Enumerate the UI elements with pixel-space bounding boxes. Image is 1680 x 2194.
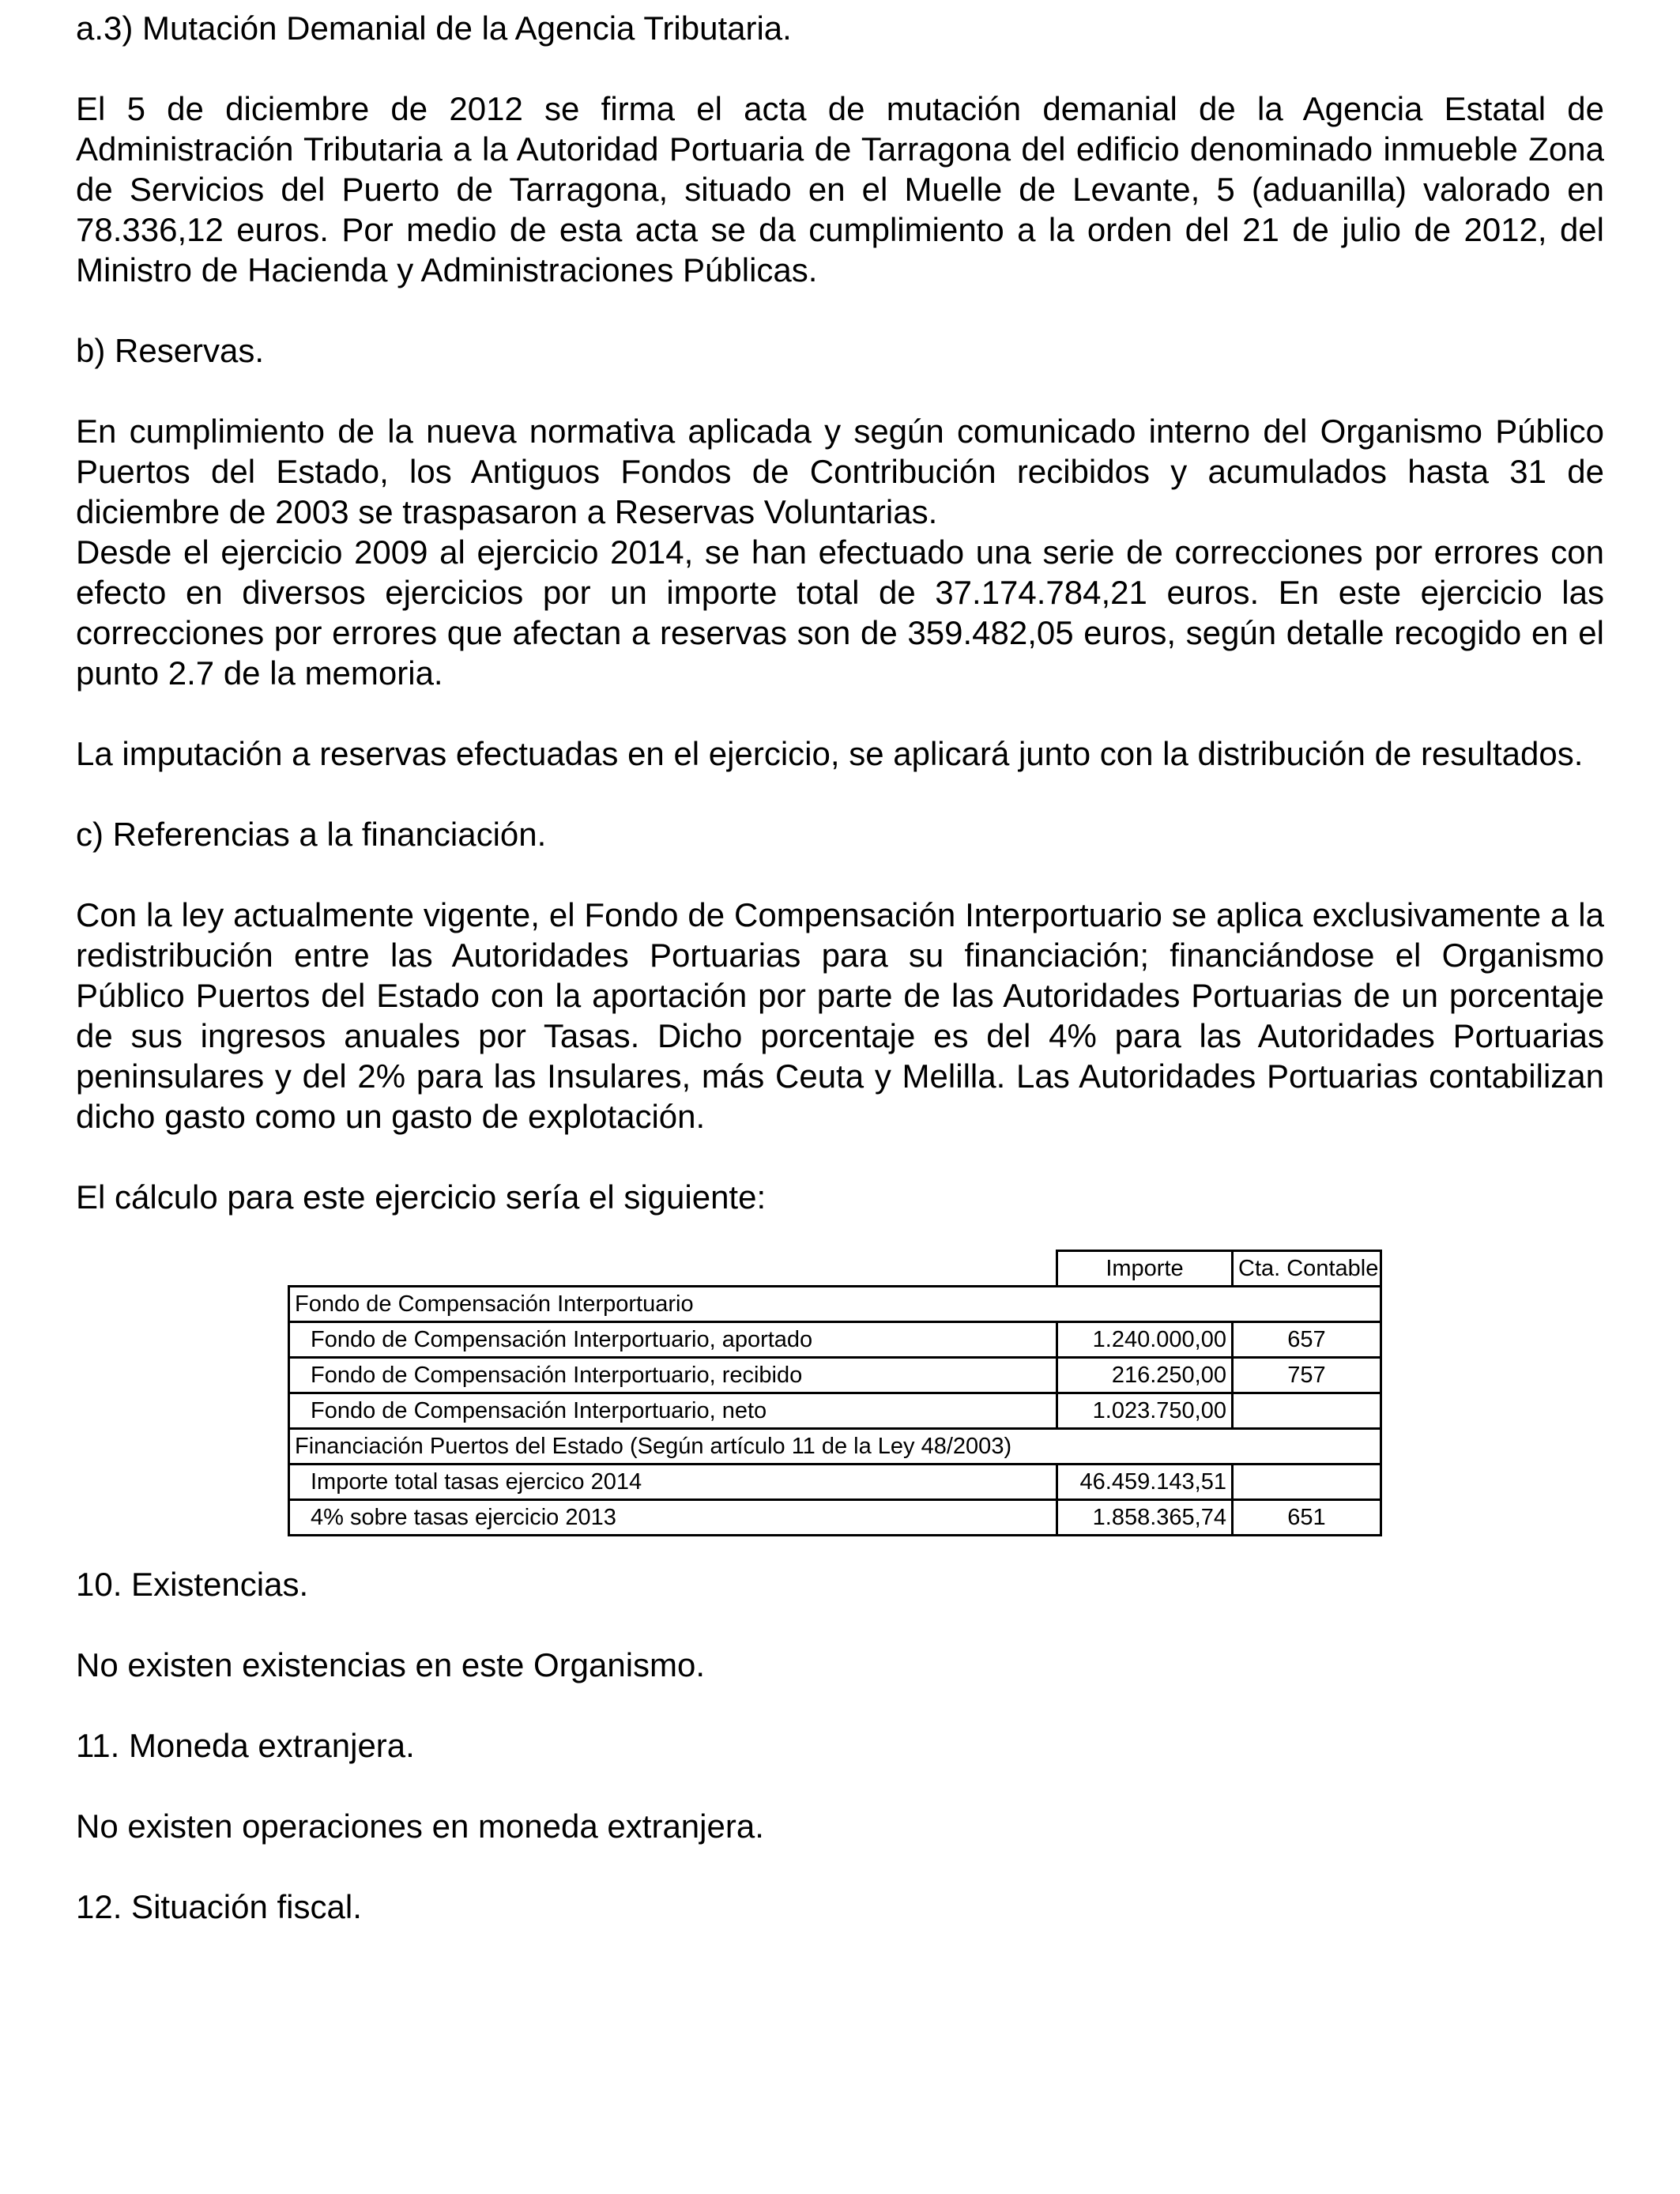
document-page-lower [76,1564,1604,1927]
section-10-paragraph: No existen existencias en este Organismo. [76,1646,706,1683]
section-c-paragraph-2: El cálculo para este ejercicio sería el siguiente: [76,1178,767,1216]
section-b-paragraph-2: Desde el ejercicio 2009 al ejercicio 2014, se han efectuado una serie de correcciones por errores con efecto en diversos ejercicios por un importe total de 37.174.784,21 euros. En este ejercicio las correcciones por errores que afectan a reservas son de 359.482,05 euros, según detalle recogido en el punto 2.7 de la memoria. [76,533,1604,692]
section-12-title: 12. Situación fiscal. [76,1888,362,1925]
section-11-paragraph: No existen operaciones en moneda extranjera. [76,1808,764,1845]
table-cell-label: 4% sobre tasas ejercicio 2013 [289,1500,1057,1536]
section-c-paragraph-1: Con la ley actualmente vigente, el Fondo de Compensación Interportuario se aplica exclusivamente a la redistribución entre las Autoridades Portuarias para su financiación; financiándose el Organismo Público Puertos del Estado con la aportación por parte de las Autoridades Portuarias de un porcentaje de sus ingresos anuales por Tasas. Dicho porcentaje es del 4% para las Autoridades Portuarias peninsulares y del 2% para las Insulares, más Ceuta y Melilla. Las Autoridades Portuarias contabilizan dicho gasto como un gasto de explotación. [76,896,1604,1135]
table-cell-label: Fondo de Compensación Interportuario, recibido [289,1358,1057,1393]
table-header-importe: Importe [1057,1251,1233,1287]
section-b-paragraph-1: En cumplimiento de la nueva normativa aplicada y según comunicado interno del Organismo Público Puertos del Estado, los Antiguos Fondos de Contribución recibidos y acumulados hasta 31 de diciembre de 2003 se traspasaron a Reservas Voluntarias. [76,413,1604,530]
table-group-row [289,1429,1381,1465]
table-cell-label: Fondo de Compensación Interportuario, aportado [289,1322,1057,1358]
table-row [289,1465,1381,1500]
table-cell-label: Importe total tasas ejercico 2014 [289,1465,1057,1500]
table-cell-importe: 216.250,00 [1057,1358,1233,1393]
table-cell-cta [1233,1393,1381,1429]
calculation-table-wrap [288,1250,1380,1536]
table-cell-importe: 46.459.143,51 [1057,1465,1233,1500]
table-header-row [289,1251,1381,1287]
table-cell-cta: 651 [1233,1500,1381,1536]
table-row [289,1322,1381,1358]
table-cell-importe: 1.240.000,00 [1057,1322,1233,1358]
calculation-table [288,1250,1382,1536]
table-group-title-1: Fondo de Compensación Interportuario [289,1287,1381,1322]
table-cell-cta: 757 [1233,1358,1381,1393]
table-cell-importe: 1.023.750,00 [1057,1393,1233,1429]
section-c-title: c) Referencias a la financiación. [76,816,547,853]
table-cell-importe: 1.858.365,74 [1057,1500,1233,1536]
document-page [76,8,1604,1217]
table-row [289,1358,1381,1393]
table-header-cta: Cta. Contable [1233,1251,1381,1287]
section-10-title: 10. Existencias. [76,1566,309,1603]
section-11-title: 11. Moneda extranjera. [76,1727,415,1764]
table-row [289,1500,1381,1536]
section-b-paragraph-3: La imputación a reservas efectuadas en el ejercicio, se aplicará junto con la distribución de resultados. [76,735,1584,772]
table-header-empty [289,1251,1057,1287]
section-b-title: b) Reservas. [76,332,265,369]
table-group-row [289,1287,1381,1322]
table-cell-label: Fondo de Compensación Interportuario, neto [289,1393,1057,1429]
table-row [289,1393,1381,1429]
table-cell-cta [1233,1465,1381,1500]
table-cell-cta: 657 [1233,1322,1381,1358]
section-a3-paragraph: El 5 de diciembre de 2012 se firma el acta de mutación demanial de la Agencia Estatal de Administración Tributaria a la Autoridad Portuaria de Tarragona del edificio denominado inmueble Zona de Servicios del Puerto de Tarragona, situado en el Muelle de Levante, 5 (aduanilla) valorado en 78.336,12 euros. Por medio de esta acta se da cumplimiento a la orden del 21 de julio de 2012, del Ministro de Hacienda y Administraciones Públicas. [76,90,1604,288]
section-a3-title: a.3) Mutación Demanial de la Agencia Tributaria. [76,9,792,47]
table-group-title-2: Financiación Puertos del Estado (Según artículo 11 de la Ley 48/2003) [289,1429,1381,1465]
